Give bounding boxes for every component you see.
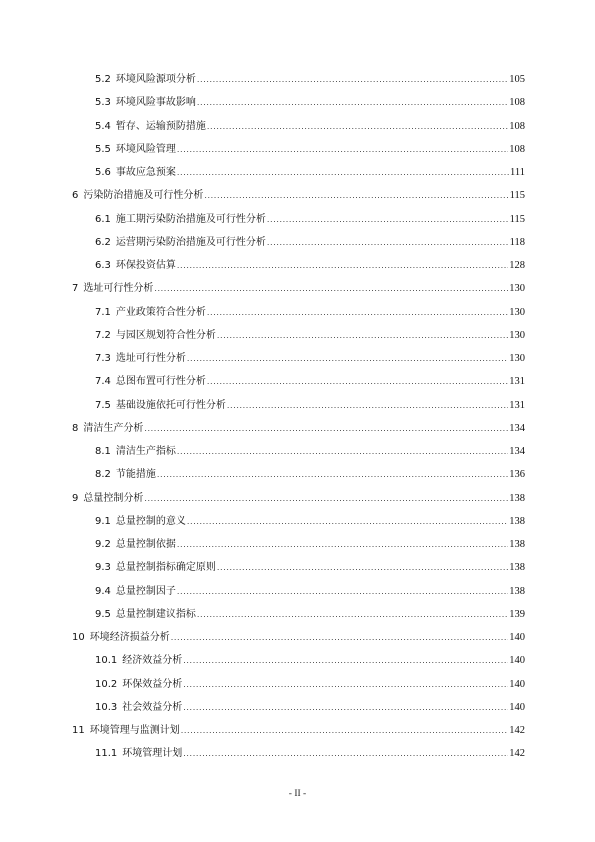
toc-dot-leader xyxy=(181,719,509,742)
toc-entry[interactable] xyxy=(72,115,525,138)
toc-entry-page: 134 xyxy=(509,446,525,457)
toc-entry[interactable] xyxy=(72,394,525,417)
toc-entry-page: 111 xyxy=(510,167,525,178)
toc-entry-title: 污染防治措施及可行性分析 xyxy=(83,190,204,202)
toc-entry[interactable] xyxy=(72,184,525,207)
toc-entry-title: 总量控制因子 xyxy=(115,585,176,597)
toc-entry-number: 8.2 xyxy=(95,469,111,481)
toc-entry-number: 8 xyxy=(72,422,79,434)
toc-entry-number: 9.1 xyxy=(95,515,111,527)
toc-dot-leader xyxy=(207,370,508,393)
toc-entry[interactable] xyxy=(72,231,525,254)
toc-dot-leader xyxy=(197,91,508,114)
toc-entry-number: 5.2 xyxy=(95,74,111,85)
toc-entry[interactable] xyxy=(72,533,525,556)
toc-entry-number: 10.1 xyxy=(95,655,118,667)
toc-entry-page: 142 xyxy=(509,725,525,736)
toc-entry[interactable] xyxy=(72,510,525,533)
toc-entry[interactable] xyxy=(72,254,525,277)
toc-entry-number: 6.1 xyxy=(95,213,111,225)
toc-dot-leader xyxy=(157,463,508,486)
toc-dot-leader xyxy=(177,533,508,556)
toc-entry-number: 5.4 xyxy=(95,120,111,132)
toc-entry-page: 128 xyxy=(509,260,525,271)
toc-entry-page: 142 xyxy=(509,748,525,760)
toc-entry-title: 选址可行性分析 xyxy=(83,283,154,295)
toc-dot-leader xyxy=(267,231,509,254)
toc-entry-page: 138 xyxy=(509,492,525,504)
toc-dot-leader xyxy=(217,556,508,579)
toc-entry-title: 运营期污染防治措施及可行性分析 xyxy=(115,236,266,248)
toc-entry-title: 总量控制指标确定原则 xyxy=(115,562,216,574)
toc-entry-number: 6.3 xyxy=(95,260,111,271)
toc-entry-number: 7.3 xyxy=(95,353,111,364)
toc-entry-title: 环境风险管理 xyxy=(115,143,176,155)
toc-dot-leader xyxy=(177,440,508,463)
toc-entry-number: 9.2 xyxy=(95,539,111,550)
toc-entry[interactable] xyxy=(72,440,525,463)
toc-entry-title: 社会效益分析 xyxy=(122,701,183,713)
toc-dot-leader xyxy=(207,301,508,324)
toc-entry-page: 108 xyxy=(509,120,525,132)
toc-entry-number: 7.2 xyxy=(95,329,111,341)
toc-entry-title: 暂存、运输预防措施 xyxy=(115,120,206,132)
toc-entry-title: 环境管理与监测计划 xyxy=(89,725,180,736)
toc-entry-number: 10.2 xyxy=(95,678,118,690)
toc-entry[interactable] xyxy=(72,603,525,626)
toc-dot-leader xyxy=(177,580,508,603)
toc-entry[interactable] xyxy=(72,208,525,231)
toc-entry-title: 清洁生产分析 xyxy=(83,422,144,434)
toc-entry[interactable] xyxy=(72,580,525,603)
toc-entry[interactable] xyxy=(72,138,525,161)
toc-dot-leader xyxy=(187,510,508,533)
toc-dot-leader xyxy=(171,626,509,649)
toc-entry-title: 环境风险事故影响 xyxy=(115,97,196,109)
toc-entry-title: 环境管理计划 xyxy=(122,748,183,760)
toc-entry-page: 140 xyxy=(509,678,525,690)
toc-dot-leader xyxy=(154,277,508,300)
toc-dot-leader xyxy=(207,115,508,138)
toc-dot-leader xyxy=(144,487,508,510)
toc-entry-number: 6.2 xyxy=(95,236,111,248)
toc-entry-page: 108 xyxy=(509,143,525,155)
toc-entry-title: 总量控制的意义 xyxy=(115,515,186,527)
toc-dot-leader xyxy=(197,603,508,626)
toc-entry-number: 9 xyxy=(72,492,79,504)
toc-entry-number: 11 xyxy=(72,725,85,736)
toc-entry-number: 7.5 xyxy=(95,399,111,411)
toc-entry-title: 清洁生产指标 xyxy=(115,446,176,457)
toc-dot-leader xyxy=(267,208,509,231)
toc-entry-page: 138 xyxy=(509,515,525,527)
toc-entry-page: 108 xyxy=(509,97,525,109)
toc-entry-title: 施工期污染防治措施及可行性分析 xyxy=(115,213,266,225)
toc-entry[interactable] xyxy=(72,324,525,347)
page-number-footer: - II - xyxy=(288,789,307,799)
toc-entry[interactable] xyxy=(72,556,525,579)
toc-entry[interactable] xyxy=(72,347,525,370)
toc-entry-title: 产业政策符合性分析 xyxy=(115,306,206,318)
toc-entry-page: 140 xyxy=(509,701,525,713)
toc-entry-number: 11.1 xyxy=(95,748,118,760)
toc-dot-leader xyxy=(204,184,508,207)
toc-entry-page: 131 xyxy=(509,399,525,411)
toc-entry[interactable] xyxy=(72,487,525,510)
toc-entry-title: 总量控制分析 xyxy=(83,492,144,504)
toc-entry[interactable] xyxy=(72,277,525,300)
toc-entry-number: 5.6 xyxy=(95,167,111,178)
toc-entry-page: 115 xyxy=(509,190,525,202)
toc-entry-title: 与园区规划符合性分析 xyxy=(115,329,216,341)
toc-dot-leader xyxy=(144,417,508,440)
toc-entry[interactable] xyxy=(72,742,525,765)
toc-dot-leader xyxy=(183,649,508,672)
toc-entry-page: 138 xyxy=(509,539,525,550)
toc-entry-page: 134 xyxy=(509,422,525,434)
toc-entry-page: 136 xyxy=(509,469,525,481)
toc-entry-page: 130 xyxy=(509,329,525,341)
toc-entry[interactable] xyxy=(72,649,525,672)
toc-dot-leader xyxy=(183,673,508,696)
toc-entry-page: 138 xyxy=(509,562,525,574)
toc-entry[interactable] xyxy=(72,696,525,719)
toc-entry-number: 6 xyxy=(72,190,79,202)
toc-entry-title: 基础设施依托可行性分析 xyxy=(115,399,226,411)
toc-entry-page: 115 xyxy=(509,213,525,225)
toc-entry-page: 131 xyxy=(509,376,525,388)
toc-entry[interactable] xyxy=(72,301,525,324)
toc-entry-title: 总量控制依据 xyxy=(115,539,176,550)
toc-entry-number: 7 xyxy=(72,283,79,295)
toc-entry-page: 130 xyxy=(509,306,525,318)
table-of-contents xyxy=(72,68,525,766)
toc-entry-number: 10 xyxy=(72,632,85,643)
toc-entry-title: 环保效益分析 xyxy=(122,678,183,690)
toc-entry[interactable] xyxy=(72,370,525,393)
toc-entry-number: 9.3 xyxy=(95,562,111,574)
toc-entry-number: 9.4 xyxy=(95,585,111,597)
toc-entry[interactable] xyxy=(72,673,525,696)
toc-entry[interactable] xyxy=(72,161,525,184)
toc-entry-title: 经济效益分析 xyxy=(122,655,183,667)
toc-dot-leader xyxy=(177,254,508,277)
toc-entry-page: 139 xyxy=(509,608,525,620)
toc-entry[interactable] xyxy=(72,417,525,440)
toc-entry-title: 节能措施 xyxy=(115,469,156,481)
toc-entry-title: 环保投资估算 xyxy=(115,260,176,271)
toc-dot-leader xyxy=(183,696,508,719)
toc-entry-page: 138 xyxy=(509,585,525,597)
toc-entry-title: 环境风险源项分析 xyxy=(115,74,196,85)
toc-entry-title: 总量控制建议指标 xyxy=(115,608,196,620)
toc-entry-page: 130 xyxy=(509,283,525,295)
toc-entry-number: 10.3 xyxy=(95,701,118,713)
toc-entry-title: 总图布置可行性分析 xyxy=(115,376,206,388)
toc-entry-page: 118 xyxy=(509,236,525,248)
toc-entry-page: 140 xyxy=(509,632,525,643)
toc-entry-title: 选址可行性分析 xyxy=(115,353,186,364)
toc-entry[interactable] xyxy=(72,719,525,742)
toc-dot-leader xyxy=(183,742,508,765)
toc-entry-number: 9.5 xyxy=(95,608,111,620)
toc-entry-number: 7.1 xyxy=(95,306,111,318)
toc-dot-leader xyxy=(227,394,508,417)
toc-entry-page: 105 xyxy=(509,74,525,85)
toc-entry[interactable] xyxy=(72,91,525,114)
toc-dot-leader xyxy=(197,68,508,91)
toc-entry-number: 5.5 xyxy=(95,143,111,155)
toc-entry[interactable] xyxy=(72,463,525,486)
toc-entry[interactable] xyxy=(72,626,525,649)
toc-entry-title: 环境经济损益分析 xyxy=(89,632,170,643)
toc-entry-title: 事故应急预案 xyxy=(115,167,176,178)
toc-dot-leader xyxy=(177,161,509,184)
toc-dot-leader xyxy=(187,347,508,370)
toc-entry-number: 8.1 xyxy=(95,446,111,457)
toc-entry-number: 5.3 xyxy=(95,97,111,109)
toc-dot-leader xyxy=(177,138,508,161)
toc-dot-leader xyxy=(217,324,508,347)
toc-entry-page: 140 xyxy=(509,655,525,667)
toc-entry-page: 130 xyxy=(509,353,525,364)
toc-entry-number: 7.4 xyxy=(95,376,111,388)
toc-entry[interactable] xyxy=(72,68,525,91)
